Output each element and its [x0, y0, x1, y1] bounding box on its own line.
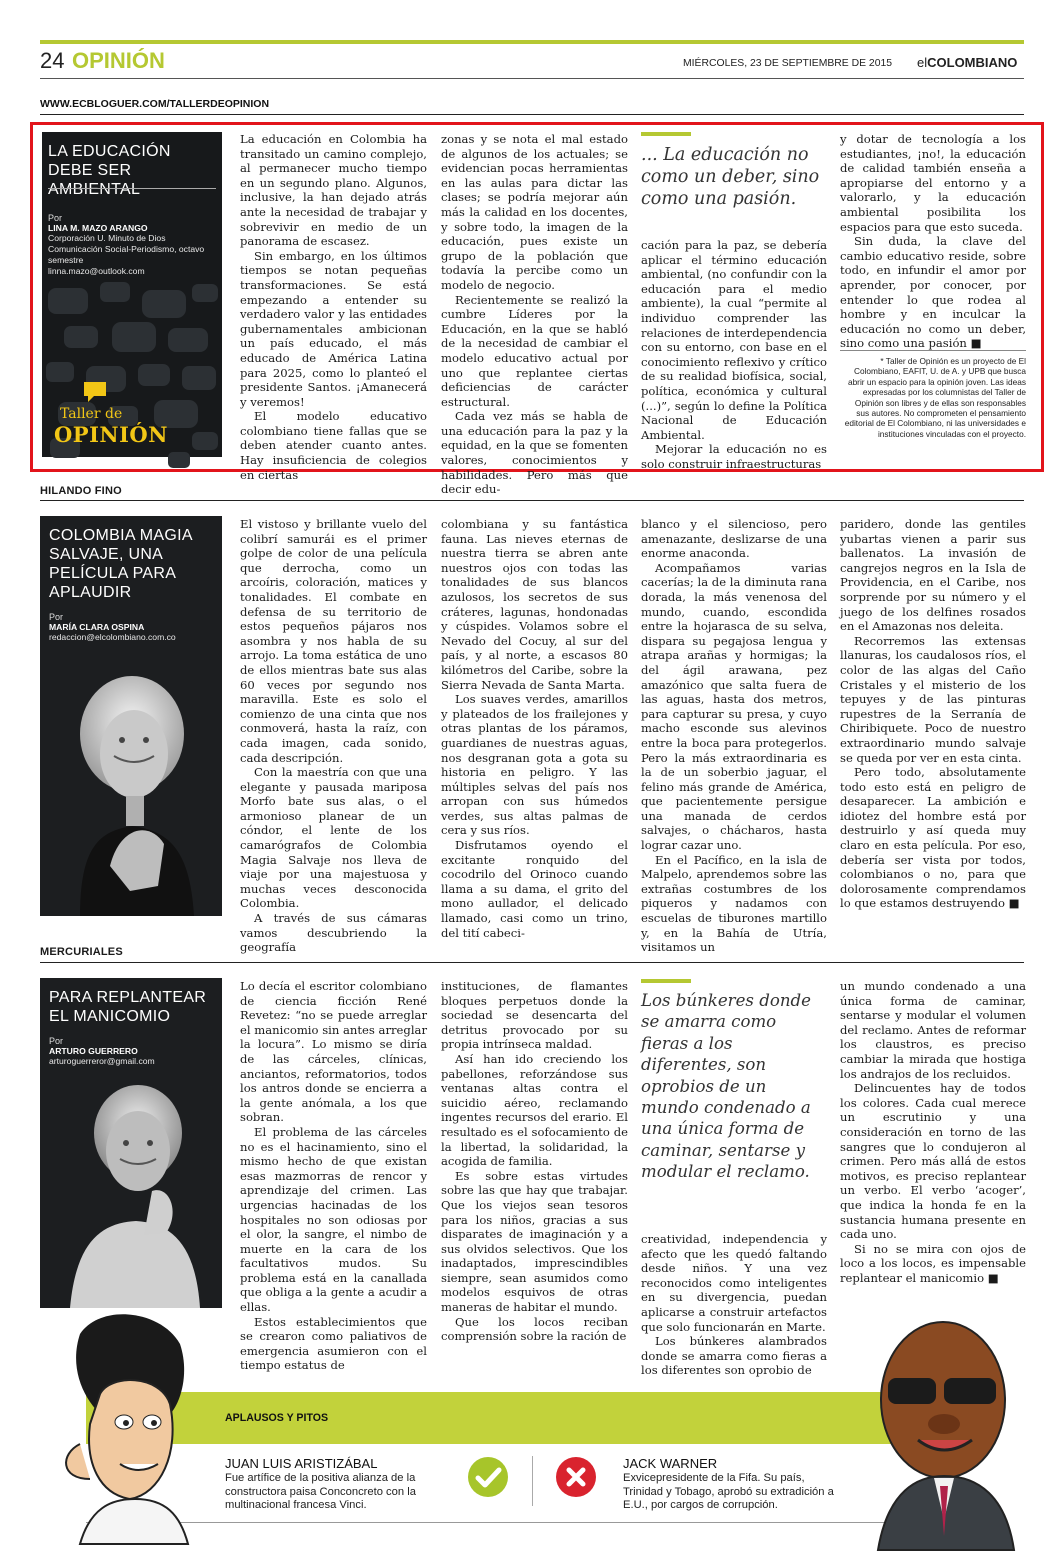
pull-quote: Los búnkeres donde se amarra como fieras a los diferentes, son oprobios de un mundo condenado a una única forma de caminar, sentarse y modular el reclamo.: [641, 991, 811, 1182]
speech-bubble-icon: [82, 380, 108, 404]
paragraph: Los suaves verdes, amarillos y plateados de los frailejones y otras plantas de los páramos, guardianes de nuestras aguas, nos desgranan gota a gota su historia en peligro. Y las múltiples selvas del país nos arropan con sus húmedos verdes, sus altas palmas de cera y sus ríos.: [441, 692, 628, 838]
masthead-prefix: el: [917, 55, 928, 70]
article2-column-2: [441, 517, 628, 940]
paragraph: Es sobre estas virtudes sobre las que hay que trabajar. Que los viejos sean tesoros para los niños, gracias a sus disparates de imaginación y a sus olvidos selectivos. Que los inadaptados, imprescindibles siempre, sean asumidos como modelos esquivos de otras maneras de habitar el mundo.: [441, 1168, 628, 1315]
author-box-guerrero: [40, 978, 222, 1308]
author-email[interactable]: redaccion@elcolombiano.com.co: [49, 632, 176, 642]
paragraph: Cada vez más se habla de una educación para la paz y la equidad, en la que se fomenten valores, conocimientos y habilidades. Pero más que decir edu-: [441, 409, 628, 497]
aplauso-name: JUAN LUIS ARISTIZÁBAL: [225, 1456, 378, 1471]
article1-column-1: [240, 132, 427, 482]
paragraph: Disfrutamos oyendo el excitante ronquido del cocodrilo del Orinoco cuando llama a su dama, el grito del mono aullador, el delicado llamado, casi como un trino, del tití cabeci-: [441, 838, 628, 940]
logo-line-2: OPINIÓN: [54, 422, 168, 447]
author-name: LINA M. MAZO ARANGO: [48, 223, 148, 233]
section-title: OPINIÓN: [72, 48, 165, 73]
disclaimer-rule: [840, 350, 1026, 351]
check-icon: [468, 1457, 508, 1497]
header-rule: [40, 78, 1024, 79]
paragraph: A través de sus cámaras vamos descubriendo la geografía: [240, 911, 427, 955]
paragraph: El modelo educativo colombiano tiene fallas que se deben atender cuanto antes. Hay insuficiencia de colegios en ciertas: [240, 409, 427, 482]
pull-quote-bar: [641, 979, 691, 983]
paragraph: creatividad, independencia y afecto que les quedó faltando desde niños. Y una vez reconocidos como inteligentes en su divergencia, puedan aplicarse a construir artefactos que solo funcionarán en Marte.: [641, 1232, 827, 1334]
article1-column-2: [441, 132, 628, 497]
by-label: Por: [48, 213, 63, 223]
paragraph: El problema de las cárceles no es el hacinamiento, sino el mismo hecho de que existan esas mazmorras de rencor y aprendizaje del crimen. Las urgencias hacinadas de los hospitales no son odiosas por el olor, la sangre, el nimbo de muerte en la cara de los facultativos mudos. Su problema está en la canallada que obliga a la gente a acudir a ellas.: [240, 1124, 427, 1315]
author-name: MARÍA CLARA OSPINA: [49, 622, 145, 632]
article2-column-1: [240, 517, 427, 955]
paragraph: En el Pacífico, en la isla de Malpelo, aprendemos sobre las extrañas costumbres de los piqueros y nadamos con escuelas de tiburones martillo y, en la Bahía de Utría, visitamos un: [641, 852, 827, 955]
paragraph: y dotar de tecnología a los estudiantes, ¡no!, la educación de calidad también enseña a apropiarse del entorno y a valorarlo, y la educación ambiental posibilita los espacios para que esto suceda.: [840, 132, 1026, 234]
logo-line-1: Taller de: [60, 406, 123, 422]
article3-column-3: [641, 1232, 827, 1378]
paragraph: Lo decía el escritor colombiano de ciencia ficción René Revetez: “no se puede arreglar el manicomio sin antes arreglar la locura”. Lo mismo se diría de las cárceles, clínicas, anciantos, reformatorios, todos los antros donde se encierra a la gente anómala, a los que sobran.: [240, 979, 427, 1125]
title-underline: [48, 188, 216, 189]
paragraph: cación para la paz, se debería aplicar el término educación ambiental, (no confundir con la educación para el medio ambiente), la cual “permite al individuo comprender las relaciones de interdependencia con su entorno, con base en el conocimiento reflexivo y crítico de su realidad biofísica, social, política, económica y cultural (...)”, según lo define la Política Nacional de Educación Ambiental.: [641, 238, 827, 442]
pull-quote: ... La educación no como un deber, sino como una pasión.: [641, 145, 820, 209]
paragraph: paridero, donde las gentiles yubartas vienen a parir sus ballenatos. La invasión de cangrejos negros en la Isla de Providencia, en el Caribe, nos sorprende por su número y el juego de los delfines rosados en el Amazonas nos deleita.: [840, 517, 1026, 634]
paragraph: colombiana y su fantástica fauna. Las nieves eternas de nuestra tierra se abren ante nuestros ojos con todas las tonalidades de sus blancos azulosos, los secretos de sus cráteres, lagunas, hondonadas y cúspides. Volamos sobre el Nevado del Cocuy, al sur del país, y al norte, a escasos 80 kilómetros del Caribe, sobre la Sierra Nevada de Santa Marta.: [441, 517, 628, 692]
aplausos-label: APLAUSOS Y PITOS: [225, 1412, 329, 1424]
by-label: Por: [49, 1036, 64, 1046]
masthead: [917, 55, 1017, 70]
paragraph: zonas y se nota el mal estado de algunos de los actuales; se evidencian pocas herramientas en las aulas para dictar las clases; se podría mejorar aún más la calidad en los docentes, y sobre todo, la imagen de la educación, pues existe un grupo de la población que todavía la percibe como un modelo de negocio.: [441, 132, 628, 292]
paragraph: Acompañamos varias cacerías; la de la diminuta rana dorada, la más venenosa del mundo, cuando, escondida entre la hojarasca de su selva, dispara su pegajosa lengua y atrapa arañas y hormigas; la del ágil arawana, pez amazónico que salta fuera de las aguas, hasta dos metros, para capturar su presa, y cuyo macho esconde sus alevinos entre la boca para protegerlos. Pero la más extraordinaria es la de un soberbio jaguar, el felino más grande de América, que pacientemente persigue una manada de cerdos salvajes, o chácharos, hasta lograr cazar uno.: [641, 560, 827, 853]
by-label: Por: [49, 612, 64, 622]
section-label-hilando-fino: HILANDO FINO: [40, 485, 122, 497]
article3-column-2: [441, 979, 628, 1351]
header-top-bar: [40, 40, 1024, 44]
article3-column-1: [240, 979, 427, 1373]
disclaimer-note: * Taller de Opinión es un proyecto de El Colombiano, EAFIT, U. de A. y UPB que busca abrir un espacio para la opinión joven. Las ideas expresadas por los columnistas del Taller de Opinión son libres y de ellas son responsables sus autores. No comprometen el pensamiento editorial de El Colombiano, ni las universidades e instituciones vinculadas con el proyecto.: [844, 356, 1026, 439]
article-title: PARA REPLANTEAR EL MANICOMIO: [49, 989, 207, 1025]
divider: [532, 1456, 533, 1506]
section-rule: [40, 962, 1024, 963]
masthead-name: COLOMBIANO: [927, 55, 1018, 70]
article-title: LA EDUCACIÓN DEBE SER AMBIENTAL: [48, 143, 171, 198]
caricature-right: [848, 1300, 1028, 1550]
section-label-mercuriales: MERCURIALES: [40, 946, 123, 958]
paragraph: blanco y el silencioso, pero amenazante, deslizarse de una enorme anaconda.: [641, 517, 827, 561]
paragraph: La educación en Colombia ha transitado un camino complejo, al permanecer mucho tiempo en un segundo plano. Algunos, inclusive, la han dejado atrás ante la necesidad de trabajar y sobrevivir en medio de un panorama de escasez.: [240, 132, 427, 249]
caricature-left: [40, 1304, 210, 1544]
paragraph: Los búnkeres alambrados donde se amarra como fieras a los diferentes son oprobio de: [641, 1334, 827, 1378]
paragraph: Que los locos reciban comprensión sobre la ración de: [441, 1314, 628, 1344]
paragraph: Delincuentes hay de todos los colores. Cada cual merece un escrutinio y una consideración en torno de las sangres que lo condujeron al crimen. Pero más allá de estos motivos, es preciso replantear un verbo. El verbo ‘acoger’, que indica la honda fe en la sustancia humana presente en cada uno.: [840, 1081, 1026, 1242]
paragraph: Sin embargo, en los últimos tiempos se notan pequeñas transformaciones. Se está empezando a entender su verdadero valor y las entidades gubernamentales ambicionan un país educado, el más educado de América Latina para 2025, como lo planteó el presidente Santos. ¡Amanecerá y veremos!: [240, 248, 427, 409]
article1-column-3: [641, 238, 827, 471]
author-name: ARTURO GUERRERO: [49, 1046, 138, 1056]
page-number: 24: [40, 48, 65, 73]
article2-column-4: [840, 517, 1026, 922]
taller-logo: [54, 380, 214, 447]
article3-column-4: [840, 979, 1026, 1285]
article2-column-3: [641, 517, 827, 955]
author-email[interactable]: linna.mazo@outlook.com: [48, 266, 145, 276]
article1-column-4: [840, 132, 1026, 351]
issue-date: MIÉRCOLES, 23 DE SEPTIEMBRE DE 2015: [683, 58, 893, 69]
blog-rule: [40, 114, 1024, 115]
blog-url[interactable]: WWW.ECBLOGUER.COM/TALLERDEOPINION: [40, 98, 270, 110]
paragraph: Si no se mira con ojos de loco a los locos, es impensable replantear el manicomio ■: [840, 1241, 1026, 1285]
paragraph: Recientemente se realizó la cumbre Líderes por la Educación, en la que se habló de la necesidad de cambiar el modelo educativo actual por uno que replantee ciertas deficiencias de carácter estructural.: [441, 292, 628, 409]
paragraph: Mejorar la educación no es solo construir infraestructuras: [641, 442, 827, 471]
pito-name: JACK WARNER: [623, 1456, 718, 1471]
aplauso-text: Fue artífice de la positiva alianza de la constructora paisa Conconcreto con la multinacional francesa Vinci.: [225, 1472, 416, 1512]
article-title: COLOMBIA MAGIA SALVAJE, UNA PELÍCULA PARA APLAUDIR: [49, 527, 192, 601]
paragraph: Con la maestría con que una elegante y pausada mariposa Morfo bate sus alas, o el armonioso planear de un cóndor, el lente de los camarógrafos de Colombia Magia Salvaje nos lleva de viaje por una majestuosa y muchas veces desconocida Colombia.: [240, 765, 427, 911]
pull-quote-bar: [641, 132, 691, 136]
paragraph: El vistoso y brillante vuelo del colibrí samurái es el primer golpe de color de una película que derrocha, como un arcoíris, coloración, matices y tonalidades. El combate en defensa de su territorio de estos pequeños pájaros nos asombra y nos habla de su arrojo. La toma estática de uno de ellos mientras bate sus alas 60 veces por segundo nos maravilla. Este es solo el comienzo de una cinta que nos conmoverá, hasta la raíz, con cada imagen, cada sonido, cada descripción.: [240, 517, 427, 765]
author-portrait: [40, 1073, 222, 1308]
author-email[interactable]: arturoguerreror@gmail.com: [49, 1056, 155, 1066]
author-portrait: [40, 656, 222, 916]
paragraph: Pero todo, absolutamente todo esto está en peligro de desaparecer. La ambición e idiotez del hombre está por destruirlo y así queda muy claro en esta película. Por eso, debería ser vista por todos, colombianos o no, para que dolorosamente comprendamos lo que estamos destruyendo ■: [840, 765, 1026, 911]
paragraph: Así han ido creciendo los pabellones, reforzándose sus ventanas altas contra el suicidio aéreo, reclamando ingentes recursos del erario. El resultado es el sofocamiento de la libertad, la solidaridad, la acogida de familia.: [441, 1051, 628, 1169]
author-affiliation: Corporación U. Minuto de Dios Comunicación Social-Periodismo, octavo semestre: [48, 233, 205, 265]
paragraph: un mundo condenado a una única forma de caminar, sentarse y modular el volumen del reclamo. Antes de reformar los claustros, es preciso cambiar la mirada que hostiga los andrajos de los recluidos.: [840, 979, 1026, 1081]
author-box-taller: [42, 132, 222, 457]
paragraph: Recorremos las extensas llanuras, los caudalosos ríos, el color de las algas del Caño Cristales y el misterio de los tepuyes y de las pinturas rupestres de la Serranía de Chiribiquete. Poco de nuestro extraordinario mundo salvaje se queda por ver en esta cinta.: [840, 633, 1026, 765]
pito-text: Exvicepresidente de la Fifa. Su país, Trinidad y Tobago, aprobó su extradición a E.U., por cargos de corrupción.: [623, 1472, 834, 1512]
paragraph: Estos establecimientos que se crearon como paliativos de emergencia asumieron con el tiempo estatus de: [240, 1314, 427, 1373]
author-box-ospina: [40, 516, 222, 916]
paragraph: Sin duda, la clave del cambio educativo reside, sobre todo, en infundir el amor por aprender, por conocer, por entender lo que rodea al hombre y en inculcar la educación no como un deber, sino como una pasión ■: [840, 234, 1026, 351]
paragraph: instituciones, de flamantes bloques perpetuos donde la sociedad se desencarta del detritus provocado por su propia intrínseca maldad.: [441, 979, 628, 1052]
cross-icon: [556, 1457, 596, 1497]
section-rule: [40, 500, 1024, 501]
